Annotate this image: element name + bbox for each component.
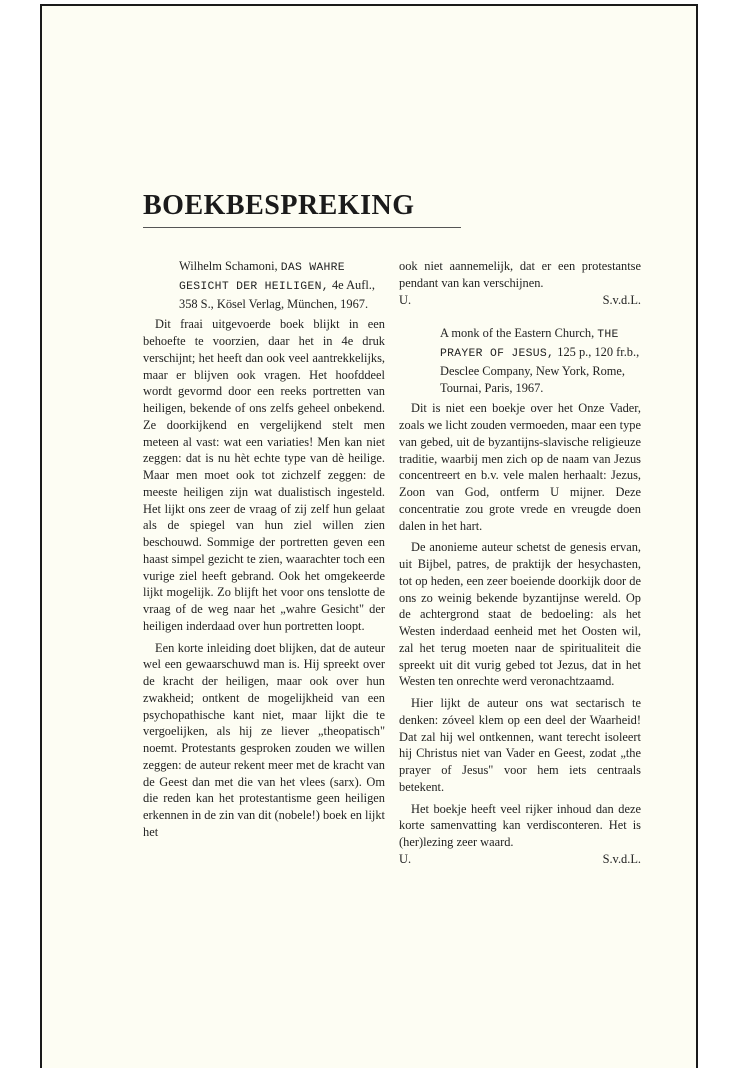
page-title: BOEKBESPREKING	[143, 190, 415, 221]
signature-name: S.v.d.L.	[602, 851, 641, 866]
signature	[399, 851, 641, 868]
book-reference-2	[399, 325, 641, 396]
title-rule	[143, 227, 461, 228]
review-paragraph: Hier lijkt de auteur ons wat sectarisch te denken: zóveel klem op een deel der Waarheid! Dat zal hij wel ontkennen, want terecht isoleert hij Christus niet van Vader en Geest, zodat „the prayer of Jesus" voor hem iets centraals betekent.	[399, 696, 641, 794]
ref-details: 4e Aufl., 358 S., Kösel Verlag, München, 1967.	[179, 277, 375, 311]
ref-title: DAS WAHRE GESICHT DER HEILIGEN,	[179, 262, 345, 293]
signature-name: S.v.d.L.	[602, 292, 641, 307]
review-paragraph: Dit is niet een boekje over het Onze Vader, zoals we licht zouden vermoeden, maar een type van gebed, uit de byzantijns-slavische religieuze traditie, waarbij men zich op de naam van Jezus concentreert en b.v. vele malen herhaalt: Jezus, Zoon van God, ontferm U mijner. Deze concentratie zou grote vrede en vreugde doen dalen in het hart.	[399, 401, 641, 533]
left-column	[143, 258, 385, 841]
signature	[399, 292, 641, 309]
ref-title: THE PRAYER OF JESUS,	[440, 329, 619, 360]
review-paragraph-continued: ook niet aannemelijk, dat er een protestantse pendant van kan verschijnen.	[399, 259, 641, 290]
signature-initial: U.	[399, 292, 412, 307]
review-paragraph: Het boekje heeft veel rijker inhoud dan deze korte samenvatting kan verdisconteren. Het is (her)lezing zeer waard.	[399, 801, 641, 849]
ref-details: 125 p., 120 fr.b., Desclee Company, New York, Rome, Tournai, Paris, 1967.	[440, 345, 640, 395]
book-reference-1	[143, 258, 385, 312]
ref-author: Wilhelm Schamoni,	[179, 259, 281, 273]
review-paragraph: Een korte inleiding doet blijken, dat de auteur wel een gewaarschuwd man is. Hij spreekt over de kracht der heiligen, maar ook over hun zwakheid; ontkent de mogelijkheid van een psychopathische kant niet, maar lijkt die te vergoelijken, als hij ze liever „theopatisch" noemt. Protestants gesproken zouden we willen zeggen: de auteur rekent meer met de kracht van de Geest dan met die van het vlees (sarx). Om die reden kan het protestantisme geen heiligen erkennen in de zin van dit (nobele!) boek en lijkt het	[143, 640, 385, 839]
review-paragraph: Dit fraai uitgevoerde boek blijkt in een behoefte te voorzien, daar het in 4e druk verschijnt; het heeft dan ook veel aantrekkelijks, maar er blijven ook vragen. Het hoofddeel wordt gevormd door een reeks portretten van heiligen, bekende of ons zelfs geheel onbekend. Ze doorkijkend en vergelijkend stelt men meteen al vast: wat een variaties! Men kan niet zeggen: dat is nu hèt echte type van dè heilige. Maar men moet ook tot zichzelf zeggen: de meeste heiligen zijn wat dualistisch ingesteld. Het lijkt ons zeer de vraag of zij zelf hun gelaat als de spiegel van hun ziel willen zien beschouwd. Sommige der portretten geven een haast simpel gezicht te zien, waarachter toch een vurige ziel heeft gebrand. Ook het omgekeerde lijkt mogelijk. Zo blijft het voor ons tenslotte de vraag of de weg naar het „wahre Gesicht" der heiligen inderdaad over hun portretten loopt.	[143, 317, 385, 633]
ref-author: A monk of the Eastern Church,	[440, 326, 598, 341]
review-paragraph: De anonieme auteur schetst de genesis ervan, uit Bijbel, patres, de praktijk der hesychasten, tot op heden, een zeer boeiende doorkijk door de ons zo weinig bekende byzantijnse wereld. Op de achtergrond staat de bedoeling: als het Westen inderdaad eenheid met het Oosten wil, zal het terug moeten naar de spiritualiteit die spreekt uit dit vurig gebed tot Jezus, dat in het Westen ten onrechte werd veronachtzaamd.	[399, 540, 641, 689]
right-column	[399, 258, 641, 868]
signature-initial: U.	[399, 851, 412, 866]
